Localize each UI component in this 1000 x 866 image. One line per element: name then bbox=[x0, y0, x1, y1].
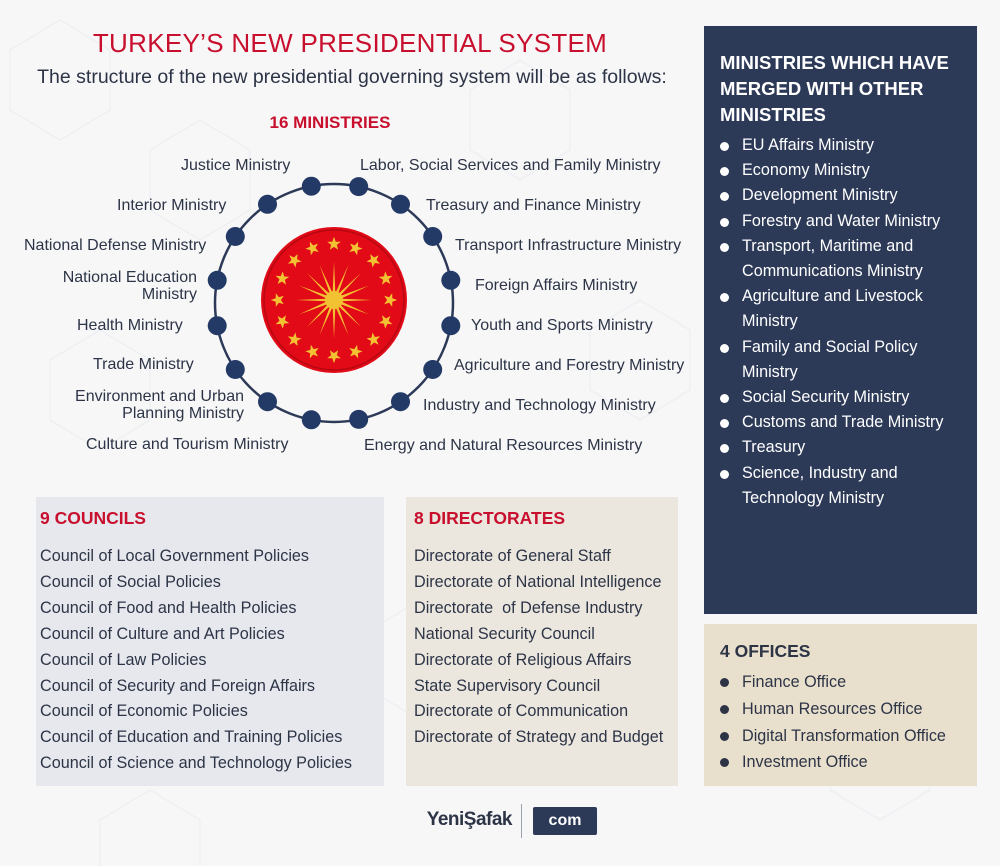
ministry-dot bbox=[423, 227, 442, 246]
ministry-dot bbox=[208, 316, 227, 335]
ministry-label-justice: Justice Ministry bbox=[181, 157, 291, 174]
ministry-label-national-defense: National Defense Ministry bbox=[24, 237, 207, 254]
list-item: Directorate of General Staff bbox=[414, 547, 611, 565]
ministry-dot bbox=[302, 410, 321, 429]
footer-divider bbox=[521, 804, 522, 838]
list-item: Council of Science and Technology Policies bbox=[40, 754, 352, 773]
offices-panel bbox=[704, 624, 977, 786]
list-item: Investment Office bbox=[718, 749, 946, 776]
domain-badge: com bbox=[533, 807, 597, 835]
ministry-dot bbox=[258, 392, 277, 411]
list-item: Directorate of Strategy and Budget bbox=[414, 728, 664, 747]
ministry-label-transport: Transport Infrastructure Ministry bbox=[455, 237, 682, 254]
ministry-dot bbox=[349, 177, 368, 196]
list-item: Directorate of National Intelligence bbox=[414, 572, 662, 591]
ministry-label-agriculture-forestry: Agriculture and Forestry Ministry bbox=[454, 357, 685, 374]
list-item: State Supervisory Council bbox=[414, 676, 601, 695]
directorates-heading: 8 DIRECTORATES bbox=[414, 508, 566, 528]
list-item: Digital Transformation Office bbox=[718, 723, 946, 750]
ministry-label-health: Health Ministry bbox=[77, 317, 183, 334]
list-item: Council of Local Government Policies bbox=[40, 547, 310, 565]
footer bbox=[0, 802, 1000, 842]
ministry-dot bbox=[349, 410, 368, 429]
list-item: Agriculture and Livestock Ministry bbox=[718, 284, 973, 334]
list-item: Family and Social Policy Ministry bbox=[718, 335, 973, 385]
ministry-dot bbox=[302, 177, 321, 196]
ministry-dot bbox=[391, 392, 410, 411]
ministry-label-national-education: National Education Ministry bbox=[62, 269, 197, 303]
ministry-label-interior: Interior Ministry bbox=[117, 197, 227, 214]
ministry-dot bbox=[226, 227, 245, 246]
councils-panel bbox=[36, 497, 384, 786]
list-item: Customs and Trade Ministry bbox=[718, 410, 973, 435]
list-item: Council of Law Policies bbox=[40, 650, 207, 669]
ministry-label-industry-technology: Industry and Technology Ministry bbox=[423, 397, 656, 414]
list-item: Economy Ministry bbox=[718, 158, 973, 183]
directorates-list bbox=[414, 544, 663, 751]
ministry-dot bbox=[441, 316, 460, 335]
list-item: Science, Industry and Technology Ministry bbox=[718, 461, 973, 511]
list-item: EU Affairs Ministry bbox=[718, 133, 973, 158]
ministries-heading: 16 MINISTRIES bbox=[269, 113, 391, 132]
ministry-dot bbox=[208, 271, 227, 290]
ministry-dot bbox=[423, 360, 442, 379]
list-item: Directorate of Communication bbox=[414, 702, 629, 721]
offices-heading: 4 OFFICES bbox=[720, 641, 811, 661]
list-item: Treasury bbox=[718, 435, 973, 460]
ministry-label-culture-tourism: Culture and Tourism Ministry bbox=[86, 436, 289, 453]
ministry-dot bbox=[391, 195, 410, 214]
list-item: Council of Education and Training Policies bbox=[40, 728, 343, 747]
merged-ministries-list bbox=[718, 133, 973, 511]
page-title: TURKEY’S NEW PRESIDENTIAL SYSTEM bbox=[92, 28, 608, 58]
councils-heading: 9 COUNCILS bbox=[40, 508, 146, 528]
directorates-panel bbox=[406, 497, 678, 786]
list-item: Directorate of Religious Affairs bbox=[414, 650, 632, 669]
list-item: Council of Social Policies bbox=[40, 572, 221, 591]
list-item: Development Ministry bbox=[718, 183, 973, 208]
list-item: Council of Economic Policies bbox=[40, 702, 248, 721]
ministry-dot bbox=[441, 271, 460, 290]
ministry-label-treasury-finance: Treasury and Finance Ministry bbox=[426, 197, 641, 214]
list-item: Directorate of Defense Industry bbox=[414, 598, 643, 617]
ministry-label-youth-sports: Youth and Sports Ministry bbox=[471, 317, 653, 334]
merged-ministries-panel bbox=[704, 26, 977, 614]
list-item: Transport, Maritime and Communications Ministry bbox=[718, 234, 973, 284]
ministry-dot bbox=[258, 195, 277, 214]
list-item: Human Resources Office bbox=[718, 696, 946, 723]
ministry-label-environment: Environment and Urban Planning Ministry bbox=[75, 388, 244, 422]
presidential-seal-icon bbox=[261, 227, 407, 373]
list-item: Council of Food and Health Policies bbox=[40, 598, 297, 617]
ministry-label-trade: Trade Ministry bbox=[93, 356, 194, 373]
offices-list bbox=[718, 669, 946, 776]
page-subtitle: The structure of the new presidential governing system will be as follows: bbox=[37, 66, 667, 88]
list-item: National Security Council bbox=[414, 624, 595, 643]
list-item: Council of Culture and Art Policies bbox=[40, 624, 285, 643]
ministry-label-labor: Labor, Social Services and Family Ministry bbox=[360, 157, 661, 174]
list-item: Council of Security and Foreign Affairs bbox=[40, 676, 316, 695]
list-item: Forestry and Water Ministry bbox=[718, 209, 973, 234]
brand-logo: YeniŞafak bbox=[426, 809, 512, 830]
list-item: Social Security Ministry bbox=[718, 385, 973, 410]
merged-ministries-heading: MINISTRIES WHICH HAVE MERGED WITH OTHER MINISTRIES bbox=[720, 52, 949, 125]
ministry-label-foreign-affairs: Foreign Affairs Ministry bbox=[475, 277, 638, 294]
councils-list bbox=[40, 544, 352, 777]
ministry-dot bbox=[226, 360, 245, 379]
ministry-label-energy: Energy and Natural Resources Ministry bbox=[364, 437, 643, 454]
list-item: Finance Office bbox=[718, 669, 946, 696]
